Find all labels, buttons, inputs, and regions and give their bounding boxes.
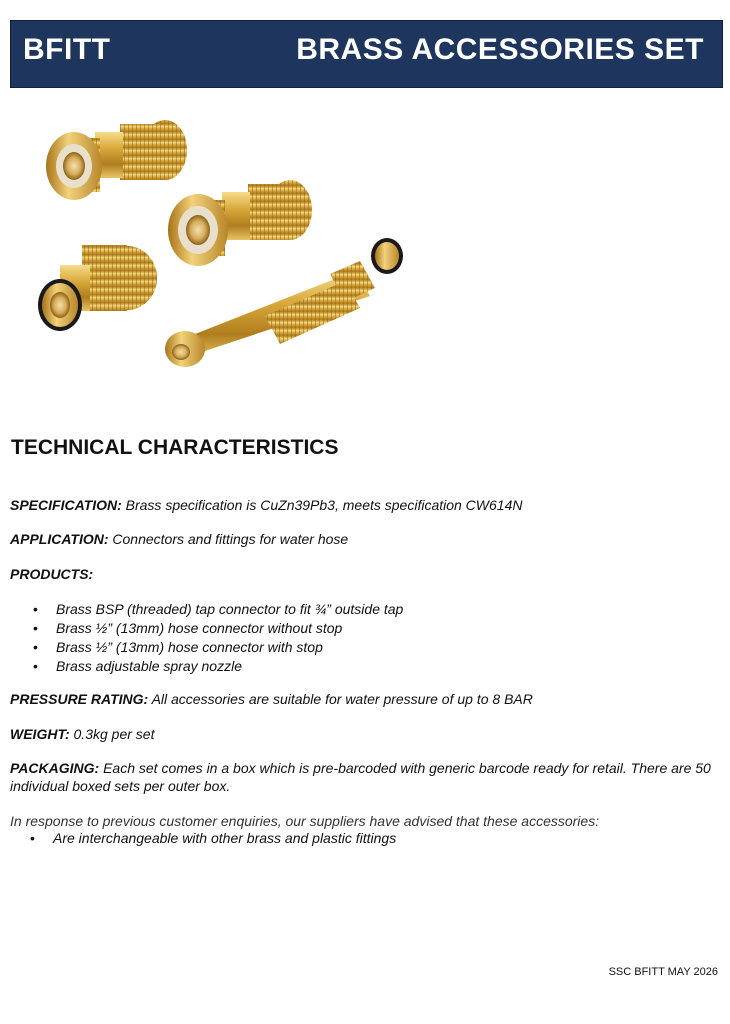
weight-text: 0.3kg per set bbox=[69, 726, 155, 742]
packaging-text: Each set comes in a box which is pre-barcoded with generic barcode ready for retail. There are 50 individual boxed sets per outer box. bbox=[10, 760, 711, 794]
packaging-label: PACKAGING: bbox=[10, 760, 100, 776]
note-intro: In response to previous customer enquiries, our suppliers have advised that these accessories: bbox=[10, 813, 600, 829]
weight-label: WEIGHT: bbox=[10, 726, 70, 742]
weight-line bbox=[10, 725, 715, 743]
pressure-label: PRESSURE RATING: bbox=[10, 691, 149, 707]
header-banner bbox=[10, 20, 723, 88]
hose-connector-with-stop bbox=[168, 180, 312, 266]
list-item: • Brass adjustable spray nozzle bbox=[10, 657, 715, 676]
brass-fittings-photo bbox=[20, 108, 420, 408]
footer-reference: SSC BFITT MAY 2026 bbox=[608, 966, 718, 978]
section-heading: TECHNICAL CHARACTERISTICS bbox=[11, 436, 339, 459]
application-text: Connectors and fittings for water hose bbox=[108, 531, 349, 547]
note-list bbox=[10, 829, 715, 848]
application-line bbox=[10, 530, 715, 548]
specification-line bbox=[10, 496, 715, 514]
products-line bbox=[10, 565, 715, 583]
list-item: • Brass ½” (13mm) hose connector with stop bbox=[10, 638, 715, 657]
application-label: APPLICATION: bbox=[10, 531, 109, 547]
product-code: BFITT bbox=[23, 33, 111, 66]
tap-connector bbox=[38, 245, 157, 331]
list-item: • Brass ½” (13mm) hose connector without stop bbox=[10, 619, 715, 638]
products-list bbox=[10, 600, 715, 676]
pressure-text: All accessories are suitable for water pressure of up to 8 BAR bbox=[148, 691, 533, 707]
specification-label: SPECIFICATION: bbox=[10, 497, 122, 513]
hose-connector-without-stop bbox=[46, 120, 187, 200]
list-item: • Brass BSP (threaded) tap connector to fit ¾” outside tap bbox=[10, 600, 715, 619]
list-item: • Are interchangeable with other brass and plastic fittings bbox=[10, 829, 715, 848]
products-label: PRODUCTS: bbox=[10, 566, 94, 582]
page-title: BRASS ACCESSORIES SET bbox=[296, 33, 704, 66]
pressure-line bbox=[10, 690, 715, 708]
packaging-line bbox=[10, 759, 715, 795]
specification-text: Brass specification is CuZn39Pb3, meets specification CW614N bbox=[121, 497, 523, 513]
